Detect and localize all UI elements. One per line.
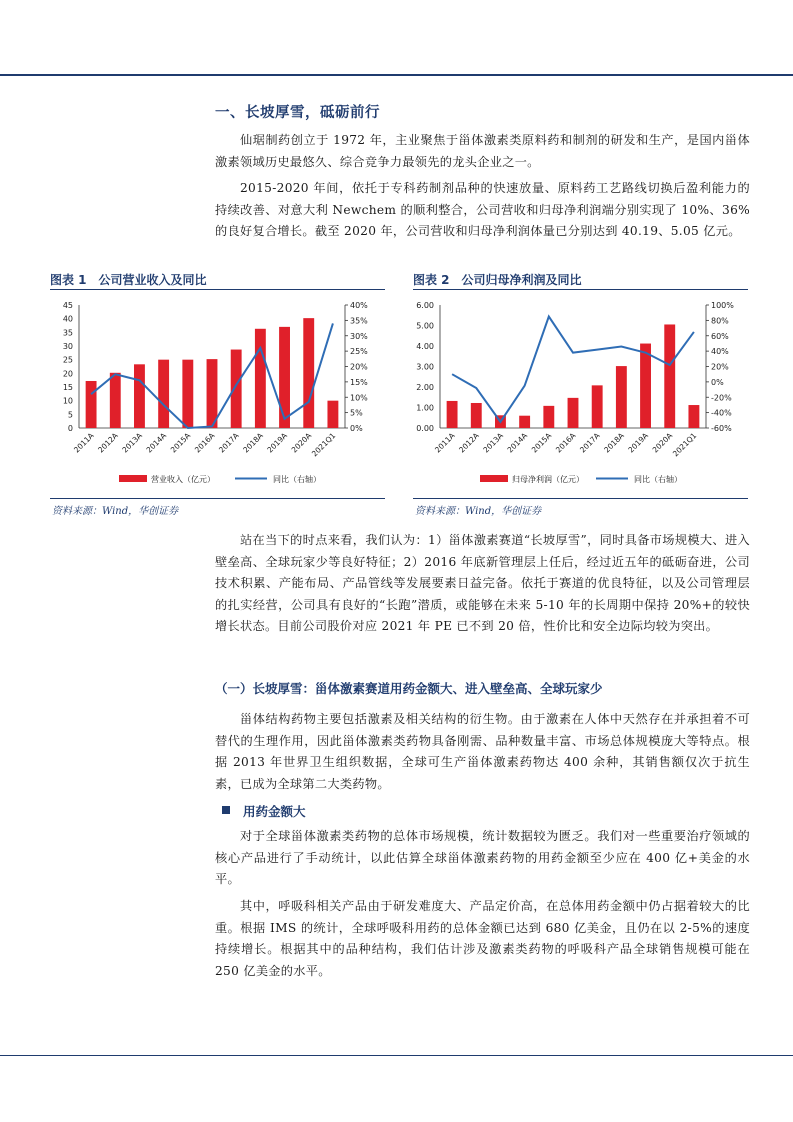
respiratory-paragraph: 其中，呼吸科相关产品由于研发难度大、产品定价高，在总体用药金额中仍占据着较大的比重。根据 IMS 的统计，全球呼吸科用药的总体金额已达到 680 亿美金，且仍在以 2-5%的速度持续增长。根据其中的品种结构，我们估计涉及激素类药物的呼吸科产品全球销售规模可能在 250 亿美金的水平。 [215,899,750,978]
revenue-ytick-label: 40 [62,314,73,324]
footer-rule [0,1055,793,1056]
revenue-ytick-label: 45 [62,301,73,310]
profit-y2tick-label: -40% [711,408,732,418]
header-rule [0,74,793,76]
profit-ytick-label: 4.00 [416,342,434,351]
revenue-ytick-label: 15 [62,383,73,392]
profit-bar [568,398,579,428]
profit-bar [616,366,627,428]
profit-y2tick-label: 40% [711,347,729,357]
profit-ytick-label: 2.00 [416,383,434,392]
revenue-bar [110,373,121,428]
revenue-bar [279,327,290,428]
revenue-ytick-label: 0 [67,424,73,433]
profit-category-label: 2018A [602,431,626,455]
profit-ytick-label: 3.00 [416,362,434,372]
revenue-legend-line-label: 同比（右轴） [273,475,321,484]
profit-bar [592,385,603,428]
profit-y2tick-label: 20% [711,362,729,372]
bullet-heading: 用药金额大 [243,804,306,819]
profit-bar [543,406,554,428]
profit-y2tick-label: 80% [711,316,729,326]
revenue-category-label: 2015A [168,431,193,455]
revenue-category-label: 2011A [72,431,96,455]
profit-ytick-label: 5.00 [416,321,434,331]
profit-y2tick-label: 100% [711,301,734,310]
revenue-category-label: 2013A [120,431,144,455]
revenue-category-label: 2017A [217,431,241,455]
revenue-category-label: 2014A [144,431,169,455]
profit-chart [406,295,751,495]
revenue-bar [207,359,218,428]
revenue-y2tick-label: 20% [350,362,368,372]
profit-category-label: 2020A [650,431,675,455]
revenue-category-label: 2018A [241,431,265,455]
profit-y2tick-label: 0% [711,377,724,387]
profit-ytick-label: 0.00 [416,424,434,433]
revenue-ytick-label: 10 [62,396,73,406]
revenue-legend-bar-label: 营业收入（亿元） [151,475,215,484]
subsection-heading: （一）长坡厚雪：甾体激素赛道用药金额大、进入壁垒高、全球玩家少 [215,681,603,696]
revenue-ytick-label: 25 [62,355,73,365]
profit-y2tick-label: -20% [711,393,732,403]
profit-ytick-label: 1.00 [416,403,434,413]
profit-category-label: 2019A [626,431,650,455]
profit-legend-bar-label: 归母净利润（亿元） [512,475,584,484]
revenue-category-label: 2020A [289,431,314,455]
bullet-square-icon [222,806,230,814]
revenue-chart [45,295,390,495]
figure1-rule [50,289,385,290]
revenue-bar [231,350,242,428]
revenue-y2tick-label: 25% [350,347,368,357]
revenue-bar [134,364,145,428]
revenue-y2tick-label: 0% [350,424,363,433]
revenue-y2tick-label: 35% [350,316,368,326]
profit-category-label: 2014A [505,431,530,455]
revenue-y2tick-label: 40% [350,301,368,310]
profit-bar [640,344,651,428]
figure2-rule [413,289,748,290]
profit-bar [664,324,675,428]
profit-y2tick-label: -60% [711,424,732,433]
profit-bar [688,405,699,428]
revenue-category-label: 2012A [96,431,120,455]
revenue-legend-bar-swatch [119,475,147,482]
revenue-ytick-label: 5 [67,410,73,420]
profit-legend-line-label: 同比（右轴） [634,475,682,484]
revenue-bar [255,329,266,428]
profit-y2tick-label: 60% [711,331,729,341]
revenue-category-label: 2019A [265,431,289,455]
profit-category-label: 2013A [481,431,505,455]
profit-category-label: 2015A [529,431,554,455]
figure1-title: 图表 1 公司营业收入及同比 [50,273,207,287]
steroid-paragraph: 甾体结构药物主要包括激素及相关结构的衍生物。由于激素在人体中天然存在并承担着不可替代的生理作用，因此甾体激素类药物具备刚需、品种数量丰富、市场总体规模庞大等特点。根据 2013 年世界卫生组织数据，全球可生产甾体激素药物达 400 余种，其销售额仅次于抗生素，已成为全球第二大类药物。 [215,712,750,791]
profit-legend-bar-swatch [480,475,508,482]
intro-paragraph-2: 2015-2020 年间，依托于专科药制剂品种的快速放量、原料药工艺路线切换后盈利能力的持续改善、对意大利 Newchem 的顺利整合，公司营收和归母净利润端分别实现了 10%、36%的良好复合增长。截至 2020 年，公司营收和归母净利润体量已分别达到 40.19、5.05 亿元。 [215,181,750,238]
revenue-category-label: 2016A [192,431,217,455]
revenue-bar [158,360,169,428]
profit-bar [519,416,530,428]
revenue-y2tick-label: 30% [350,331,368,341]
revenue-ytick-label: 35 [62,328,73,338]
figure2-source: 资料来源：Wind，华创证券 [415,506,542,517]
figure1-source: 资料来源：Wind，华创证券 [52,506,179,517]
revenue-y2tick-label: 10% [350,393,368,403]
revenue-ytick-label: 30 [62,342,73,351]
revenue-bar [182,360,193,428]
outlook-paragraph: 站在当下的时点来看，我们认为：1）甾体激素赛道“长坡厚雪”，同时具备市场规模大、进入壁垒高、全球玩家少等良好特征；2）2016 年底新管理层上任后，经过近五年的砥砺奋进，公司技术积累、产能布局、产品管线等发展要素日益完备。依托于赛道的优良特征，以及公司管理层的扎实经营，公司具有良好的“长跑”潜质，或能够在未来 5-10 年的长周期中保持 20%+的较快增长状态。目前公司股价对应 2021 年 PE 已不到 20 倍，性价比和安全边际均较为突出。 [215,533,750,633]
revenue-category-label: 2021Q1 [309,431,338,459]
profit-category-label: 2011A [433,431,457,455]
profit-bar [447,401,458,428]
revenue-ytick-label: 20 [62,369,73,379]
revenue-bar [86,381,97,428]
profit-ytick-label: 6.00 [416,301,434,310]
section-heading: 一、长坡厚雪，砥砺前行 [215,105,380,121]
figure2-title: 图表 2 公司归母净利润及同比 [413,273,582,287]
revenue-y2tick-label: 15% [350,377,368,387]
profit-category-label: 2012A [457,431,481,455]
market-size-paragraph: 对于全球甾体激素类药物的总体市场规模，统计数据较为匮乏。我们对一些重要治疗领域的核心产品进行了手动统计，以此估算全球甾体激素药物的用药金额至少应在 400 亿+美金的水平。 [215,829,750,886]
profit-category-label: 2016A [553,431,578,455]
revenue-bar [327,401,338,428]
figure1-source-rule [50,498,385,499]
figure2-source-rule [413,498,748,499]
revenue-y2tick-label: 5% [350,408,363,418]
revenue-bar [303,318,314,428]
profit-category-label: 2017A [578,431,602,455]
profit-category-label: 2021Q1 [670,431,699,459]
profit-bar [471,403,482,428]
intro-paragraph-1: 仙琚制药创立于 1972 年，主业聚焦于甾体激素类原料药和制剂的研发和生产，是国内甾体激素领域历史最悠久、综合竞争力最领先的龙头企业之一。 [215,133,750,169]
